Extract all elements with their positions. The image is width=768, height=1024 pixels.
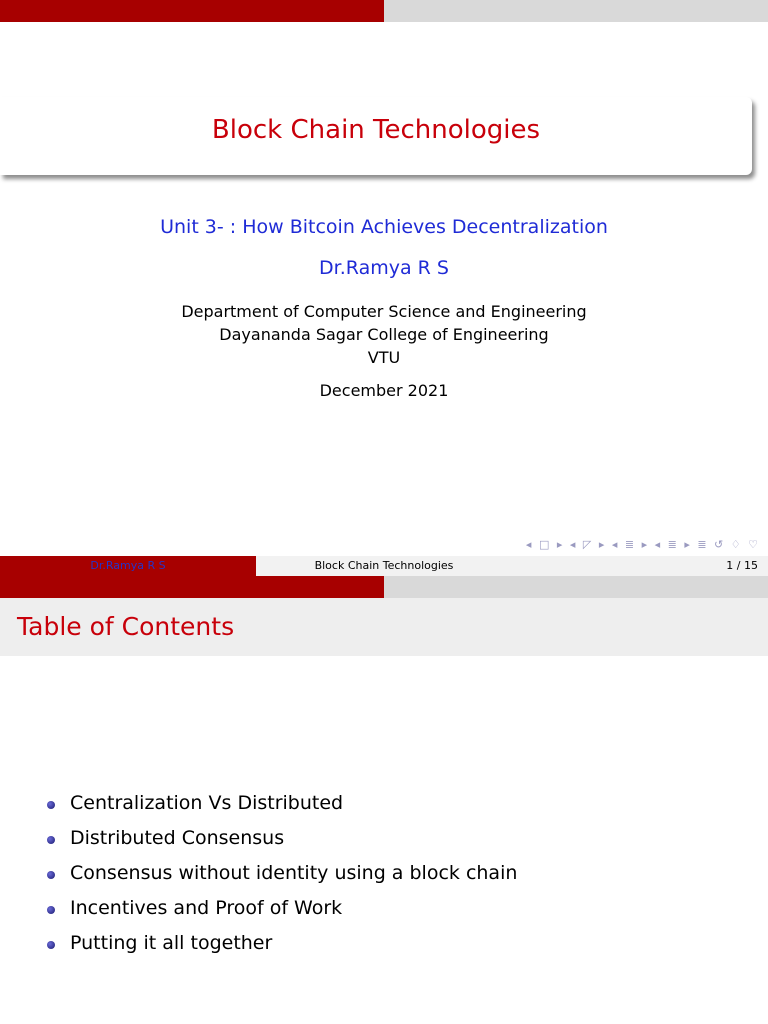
affiliation: [0, 300, 768, 369]
date: December 2021: [319, 381, 449, 400]
top-bar: [0, 576, 768, 598]
toc-item[interactable]: [44, 891, 517, 926]
toc-item-label: Centralization Vs Distributed: [70, 792, 344, 814]
bullet-icon: [47, 906, 55, 914]
frame-title: Table of Contents: [17, 612, 235, 641]
top-bar-red: [0, 0, 384, 22]
toc-item-label: Consensus without identity using a block chain: [70, 862, 518, 884]
top-bar-grey: [384, 0, 768, 22]
bullet-icon: [47, 801, 55, 809]
subtitle: Unit 3- : How Bitcoin Achieves Decentralization: [160, 216, 608, 238]
affiliation-line: Dayananda Sagar College of Engineering: [219, 325, 549, 344]
bullet-icon: [47, 941, 55, 949]
title-box: [0, 97, 752, 175]
affiliation-line: VTU: [367, 348, 401, 367]
bullet-icon: [47, 871, 55, 879]
top-bar: [0, 0, 768, 22]
presentation-title: Block Chain Technologies: [211, 115, 541, 145]
author: Dr.Ramya R S: [319, 257, 449, 279]
toc-slide: [0, 576, 768, 1024]
toc-item[interactable]: [44, 926, 517, 961]
top-bar-red: [0, 576, 384, 598]
frame-title-bar: [0, 598, 768, 656]
footer-title: Block Chain Technologies: [256, 556, 512, 576]
toc-item-label: Distributed Consensus: [70, 827, 285, 849]
top-bar-grey: [384, 576, 768, 598]
footer-page-number: 1 / 15: [512, 556, 768, 576]
beamer-navigation-icons[interactable]: ◂ □ ▸ ◂ ◸ ▸ ◂ ≣ ▸ ◂ ≣ ▸ ≣ ↺ ♢ ♡: [525, 538, 760, 551]
footer-author: Dr.Ramya R S: [0, 556, 256, 576]
toc-item[interactable]: [44, 786, 517, 821]
toc-item[interactable]: [44, 821, 517, 856]
table-of-contents: [44, 786, 517, 961]
toc-item-label: Putting it all together: [70, 932, 273, 954]
affiliation-line: Department of Computer Science and Engineering: [181, 302, 587, 321]
toc-item-label: Incentives and Proof of Work: [70, 897, 343, 919]
bullet-icon: [47, 836, 55, 844]
footer: [0, 556, 768, 576]
toc-item[interactable]: [44, 856, 517, 891]
